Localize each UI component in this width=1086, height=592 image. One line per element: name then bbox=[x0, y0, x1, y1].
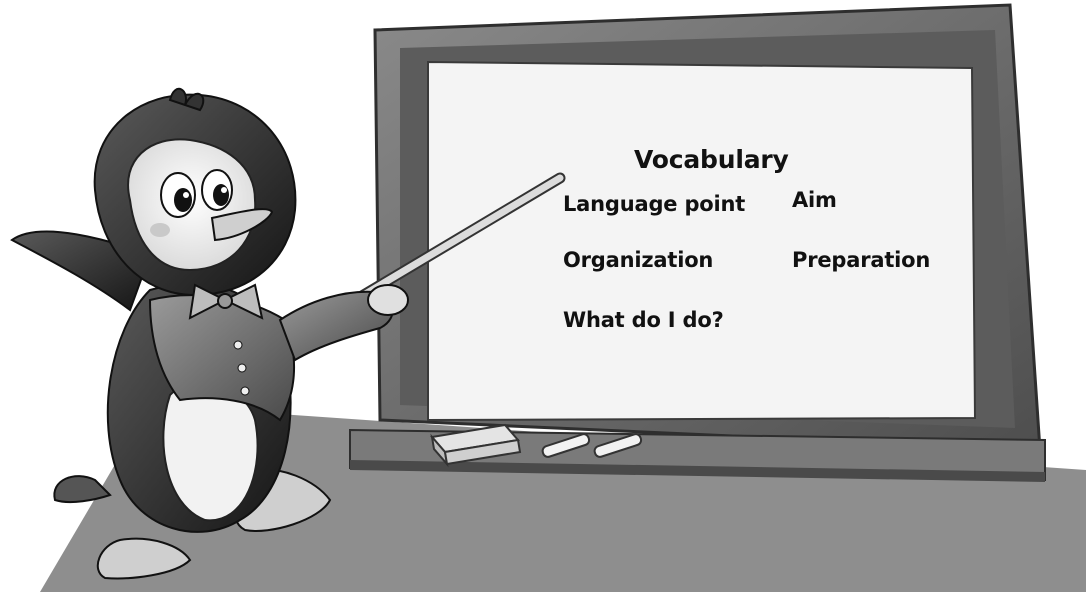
left-foot bbox=[54, 476, 110, 502]
cheek bbox=[150, 223, 170, 237]
board-item-preparation: Preparation bbox=[792, 248, 931, 272]
board-item-organization: Organization bbox=[563, 248, 714, 272]
right-pupil bbox=[213, 184, 229, 206]
board-title: Vocabulary bbox=[634, 145, 789, 174]
vest-button bbox=[234, 341, 242, 349]
vest-button bbox=[238, 364, 246, 372]
board-item-language-point: Language point bbox=[563, 192, 746, 216]
board-item-what-do-i-do: What do I do? bbox=[563, 308, 724, 332]
vest-button bbox=[241, 387, 249, 395]
hand bbox=[368, 285, 408, 315]
board-surface bbox=[428, 62, 975, 420]
left-pupil bbox=[174, 188, 192, 212]
board-item-aim: Aim bbox=[792, 188, 837, 212]
